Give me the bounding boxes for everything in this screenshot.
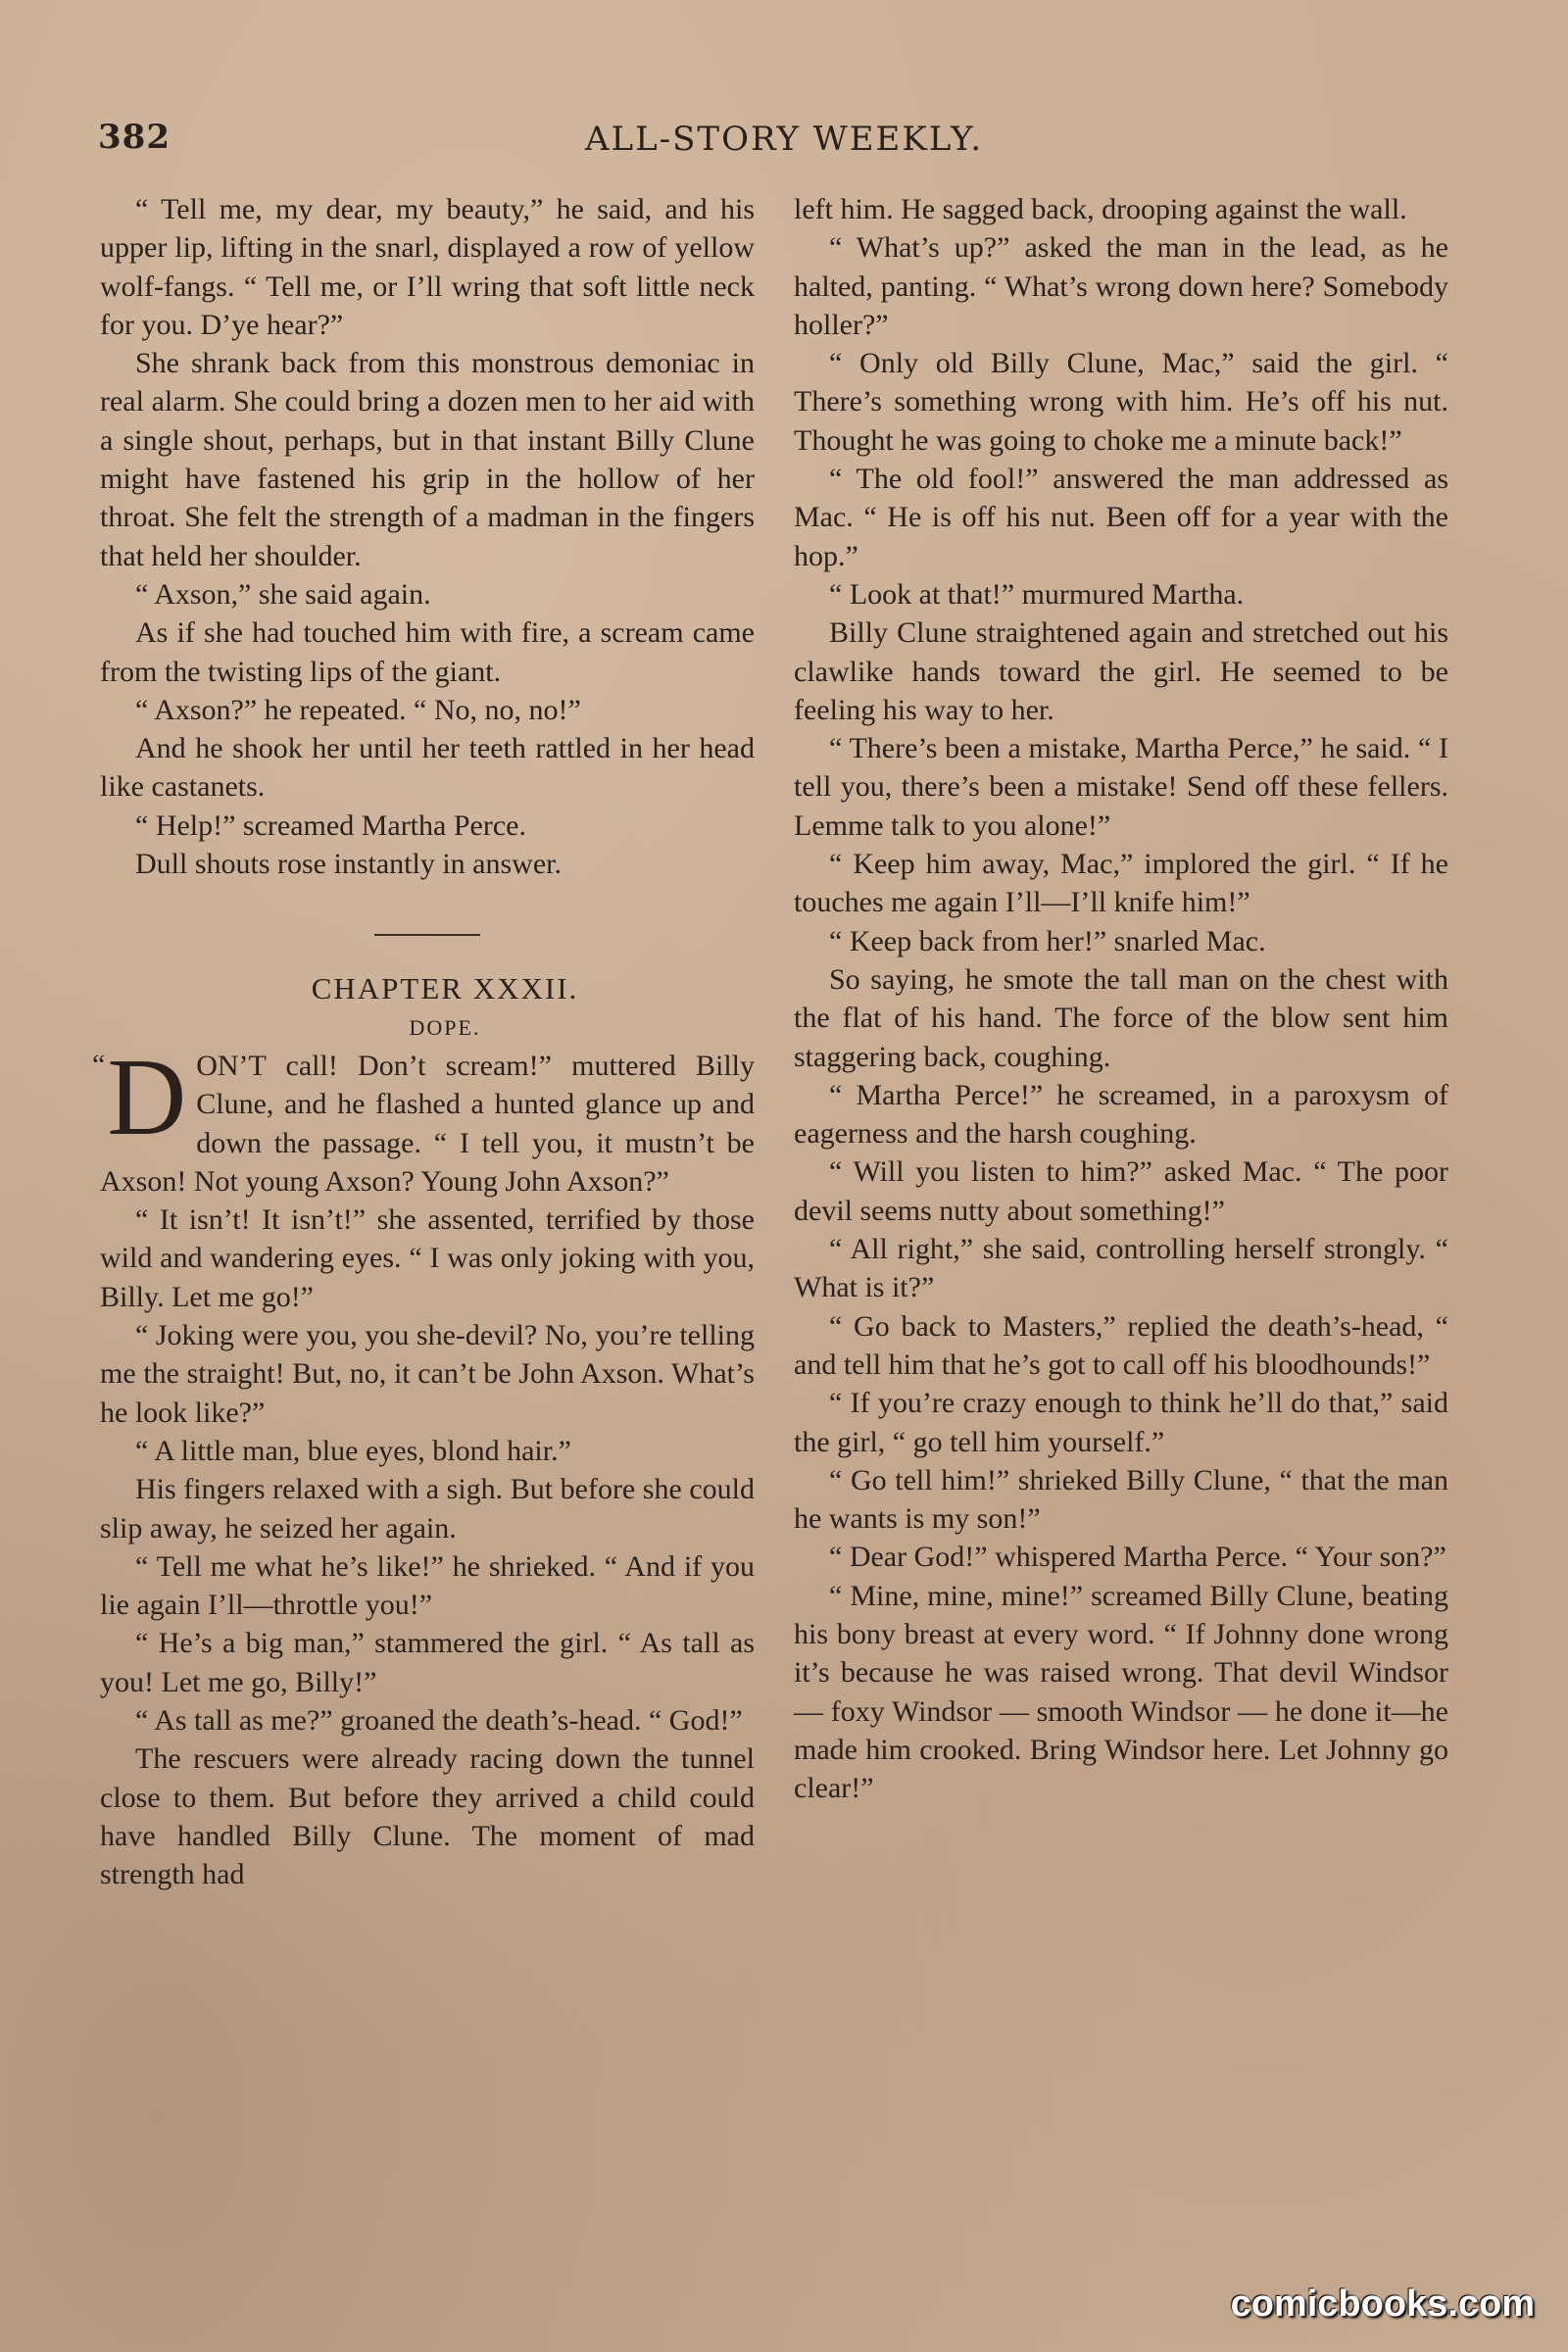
- paragraph: “ Axson?” he repeated. “ No, no, no!”: [135, 693, 581, 726]
- dropcap-open-quote: “: [92, 1048, 106, 1081]
- paragraph: “ A little man, blue eyes, blond hair.”: [135, 1434, 571, 1467]
- paragraph: “ Only old Billy Clune, Mac,” said the girl. “ There’s something wrong with him. He’s off his nut. Thought he was going to choke me a minute back!”: [794, 347, 1448, 457]
- page-number: 382: [98, 118, 171, 157]
- left-column: [92, 190, 755, 1893]
- paragraph: “ Dear God!” whispered Martha Perce. “ Your son?”: [829, 1541, 1446, 1574]
- paragraph: “ Keep him away, Mac,” implored the girl. “ If he touches me again I’ll—I’ll knife him!”: [794, 848, 1448, 919]
- paragraph: The rescuers were already racing down the tunnel close to them. But before they arrived a child could have handled Billy Clune. The moment of mad strength had: [100, 1742, 755, 1891]
- paragraph: “ Look at that!” murmured Martha.: [829, 577, 1245, 611]
- paragraph: “ Martha Perce!” he screamed, in a paroxysm of eagerness and the harsh coughing.: [794, 1078, 1448, 1151]
- right-column: [794, 190, 1448, 1807]
- paragraph: “ As tall as me?” groaned the death’s-head. “ God!”: [135, 1703, 743, 1737]
- paragraph: “ There’s been a mistake, Martha Perce,” he said. “ I tell you, there’s been a mistake! Send off these fellers. Lemme talk to you alone!”: [794, 732, 1448, 842]
- paragraph: “ If you’re crazy enough to think he’ll do that,” said the girl, “ go tell him yourself.”: [794, 1387, 1448, 1458]
- section-divider: [374, 934, 480, 936]
- paragraph: “ Tell me, my dear, my beauty,” he said, and his upper lip, lifting in the snarl, displayed a row of yellow wolf-fangs. “ Tell me, or I’ll wring that soft little neck for you. D’ye hear?”: [100, 193, 755, 341]
- paragraph: “ The old fool!” answered the man addressed as Mac. “ He is off his nut. Been off for a year with the hop.”: [794, 463, 1448, 572]
- paragraph: Billy Clune straightened again and stretched out his clawlike hands toward the girl. He seemed to be feeling his way to her.: [794, 616, 1448, 726]
- continued-paragraph: left him. He sagged back, drooping against the wall.: [794, 193, 1407, 225]
- paragraph: “ Axson,” she said again.: [135, 577, 431, 611]
- paragraph: “ Help!” screamed Martha Perce.: [135, 808, 526, 842]
- paragraph: “ He’s a big man,” stammered the girl. “ As tall as you! Let me go, Billy!”: [100, 1627, 755, 1698]
- paragraph: “ Will you listen to him?” asked Mac. “ The poor devil seems nutty about something!”: [794, 1155, 1448, 1227]
- paragraph: “ All right,” she said, controlling herself strongly. “ What is it?”: [794, 1233, 1448, 1304]
- paragraph: So saying, he smote the tall man on the chest with the flat of his hand. The force of the blow sent him staggering back, coughing.: [794, 962, 1448, 1073]
- paragraph: As if she had touched him with fire, a scream came from the twisting lips of the giant.: [100, 616, 755, 688]
- paragraph: She shrank back from this monstrous demoniac in real alarm. She could bring a dozen men to her aid with a single shout, perhaps, but in that instant Billy Clune might have fastened his grip in the hollow of her throat. She felt the strength of a madman in the fingers that held her shoulder.: [100, 347, 755, 572]
- paragraph: “ It isn’t! It isn’t!” she assented, terrified by those wild and wandering eyes. “ I was only joking with you, Billy. Let me go!”: [100, 1203, 755, 1313]
- chapter-subtitle: DOPE.: [409, 1014, 481, 1040]
- paragraph: “ Go tell him!” shrieked Billy Clune, “ that the man he wants is my son!”: [794, 1463, 1448, 1536]
- chapter-opening-paragraph: [92, 1036, 755, 1200]
- paragraph: And he shook her until her teeth rattled in her head like castanets.: [100, 732, 755, 804]
- paragraph: “ Mine, mine, mine!” screamed Billy Clune, beating his bony breast at every word. “ If Johnny done wrong it’s because he was raised wrong. That devil Windsor — foxy Windsor — smooth Windsor — he done it—he made him crooked. Bring Windsor here. Let Johnny go clear!”: [794, 1579, 1448, 1805]
- watermark: comicbooks.com: [1230, 2283, 1535, 2325]
- running-head: ALL-STORY WEEKLY.: [584, 120, 984, 159]
- chapter-heading: CHAPTER XXXII.: [311, 971, 579, 1006]
- paragraph: His fingers relaxed with a sigh. But before she could slip away, he seized her again.: [100, 1473, 755, 1544]
- paragraph: “ Keep back from her!” snarled Mac.: [829, 924, 1266, 957]
- paragraph: “ Joking were you, you she-devil? No, you’re telling me the straight! But, no, it can’t be John Axson. What’s he look like?”: [100, 1319, 755, 1429]
- paragraph: “ Go back to Masters,” replied the death’s-head, “ and tell him that he’s got to call off his bloodhounds!”: [794, 1309, 1448, 1381]
- drop-cap: D: [107, 1036, 187, 1158]
- paragraph: “ Tell me what he’s like!” he shrieked. “ And if you lie again I’ll—throttle you!”: [100, 1549, 755, 1622]
- paragraph: Dull shouts rose instantly in answer.: [135, 848, 562, 881]
- paragraph: “ What’s up?” asked the man in the lead, as he halted, panting. “ What’s wrong down here? Somebody holler?”: [794, 231, 1448, 341]
- dropcap-paragraph-text: ON’T call! Don’t scream!” muttered Billy Clune, and he flashed a hunted glance up and down the passage. “ I tell you, it mustn’t be Axson! Not young Axson? Young John Axson?”: [100, 1049, 755, 1198]
